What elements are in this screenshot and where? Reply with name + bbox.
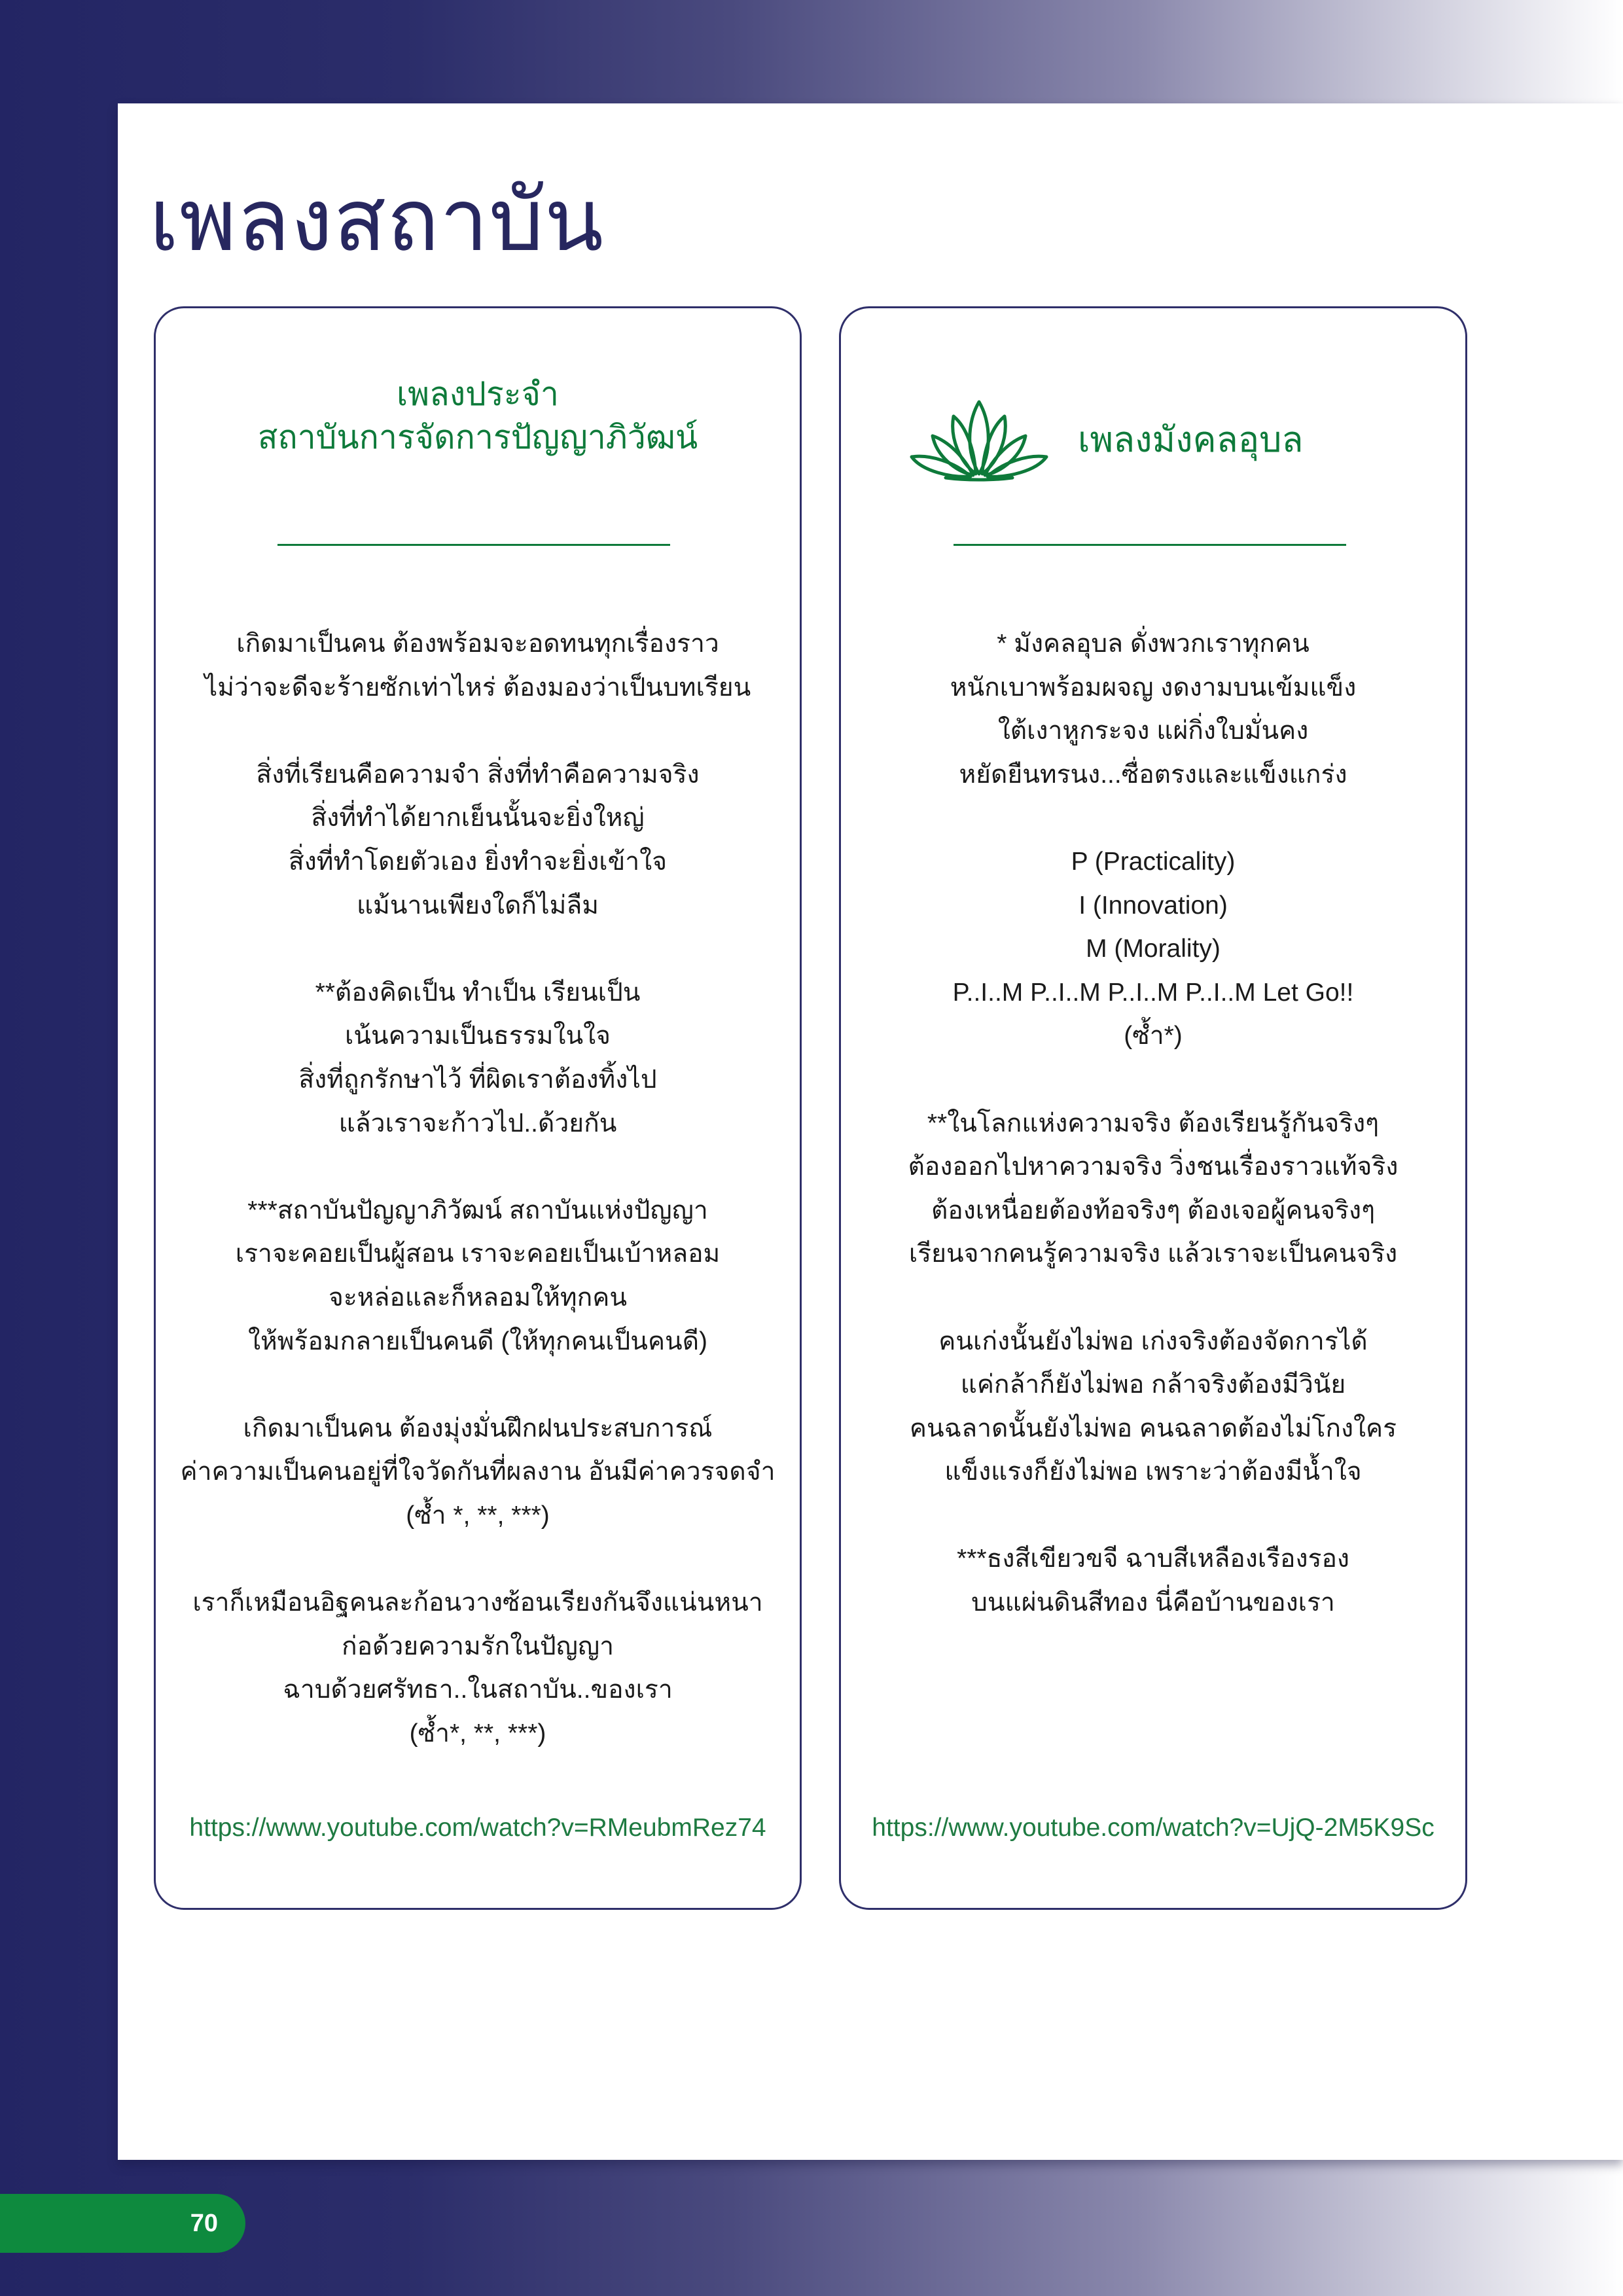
lyric-line: ***สถาบันปัญญาภิวัฒน์ สถาบันแห่งปัญญา [247, 1196, 708, 1225]
mangkhala-ubon-heading [906, 397, 1304, 482]
lyric-line [841, 797, 1465, 840]
lyric-line: แข็งแรงก็ยังไม่พอ เพราะว่าต้องมีน้ำใจ [944, 1458, 1362, 1486]
lyric-line: ฉาบด้วยศรัทธา..ในสถาบัน..ของเรา [283, 1676, 673, 1704]
lyric-line: ไม่ว่าจะดีจะร้ายซักเท่าไหร่ ต้องมองว่าเป็นบทเรียน [204, 673, 751, 702]
lyric-line: สิ่งที่ทำโดยตัวเอง ยิ่งทำจะยิ่งเข้าใจ [288, 847, 668, 876]
lyric-line: คนเก่งนั้นยังไม่พอ เก่งจริงต้องจัดการได้ [938, 1327, 1368, 1355]
lyric-line [156, 1363, 800, 1407]
lyric-line: แม้นานเพียงใดก็ไม่ลืม [357, 891, 599, 920]
youtube-link[interactable]: https://www.youtube.com/watch?v=UjQ-2M5K9Sc [872, 1814, 1435, 1842]
lyric-line: * มังคลอุบล ดั่งพวกเราทุกคน [997, 630, 1310, 658]
heading-line: เพลงประจำ [397, 376, 559, 412]
heading-line: สถาบันการจัดการปัญญาภิวัฒน์ [257, 419, 698, 456]
lyric-line: สิ่งที่ทำได้ยากเย็นนั้นจะยิ่งใหญ่ [311, 804, 645, 833]
lyric-line: P (Practicality) [1071, 847, 1236, 876]
page-number-tab [0, 2194, 245, 2253]
institute-song-heading [156, 372, 800, 459]
page-number: 70 [190, 2210, 218, 2237]
institute-song-lyrics [156, 622, 800, 1755]
lyric-line: **ต้องคิดเป็น ทำเป็น เรียนเป็น [315, 978, 641, 1007]
lyric-line: เกิดมาเป็นคน ต้องพร้อมจะอดทนทุกเรื่องราว [236, 630, 719, 658]
lyric-line: จะหล่อและก็หลอมให้ทุกคน [329, 1283, 627, 1312]
lyric-line: ใต้เงาหูกระจง แผ่กิ่งใบมั่นคง [997, 717, 1309, 745]
mangkhala-ubon-song-card [839, 306, 1467, 1910]
lyric-line: (ซ้ำ*, **, ***) [409, 1719, 546, 1748]
lyric-line [841, 1276, 1465, 1320]
lyric-line: ***ธงสีเขียวขจี ฉาบสีเหลืองเรืองรอง [957, 1545, 1349, 1573]
lyric-line [841, 1494, 1465, 1538]
lyric-line: เกิดมาเป็นคน ต้องมุ่งมั่นฝึกฝนประสบการณ์ [243, 1414, 713, 1443]
lyric-line: สิ่งที่ถูกรักษาไว้ ที่ผิดเราต้องทิ้งไป [298, 1065, 657, 1094]
lyric-line: P..I..M P..I..M P..I..M P..I..M Let Go!! [952, 978, 1354, 1007]
lyric-line [841, 1058, 1465, 1102]
heading-divider [277, 544, 670, 546]
lyric-line: เราจะคอยเป็นผู้สอน เราจะคอยเป็นเบ้าหลอม [235, 1240, 721, 1268]
lyric-line [156, 1145, 800, 1189]
lyric-line: แค่กล้าก็ยังไม่พอ กล้าจริงต้องมีวินัย [960, 1371, 1346, 1399]
lyric-line [156, 927, 800, 971]
lyric-line: หนักเบาพร้อมผจญ งดงามบนเข้มแข็ง [950, 673, 1357, 702]
lyric-line: บนแผ่นดินสีทอง นี่คือบ้านของเรา [971, 1588, 1335, 1617]
lotus-icon [906, 397, 1052, 482]
lyric-line: (ซ้ำ *, **, ***) [406, 1501, 550, 1530]
lyric-line: I (Innovation) [1079, 891, 1228, 920]
lyric-line: ให้พร้อมกลายเป็นคนดี (ให้ทุกคนเป็นคนดี) [247, 1327, 708, 1355]
lyric-line: ต้องเหนื่อยต้องท้อจริงๆ ต้องเจอผู้คนจริงๆ [931, 1196, 1376, 1225]
lyric-line: เน้นความเป็นธรรมในใจ [345, 1022, 611, 1050]
lyric-line: ต้องออกไปหาความจริง วิ่งชนเรื่องราวแท้จริง [908, 1153, 1399, 1181]
page-sheet [118, 103, 1623, 2160]
lyric-line [156, 709, 800, 753]
lyric-line: ค่าความเป็นคนอยู่ที่ใจวัดกันที่ผลงาน อันมีค่าควรจดจำ [180, 1458, 776, 1486]
lyric-line: (ซ้ำ*) [1124, 1022, 1183, 1050]
institute-song-card [154, 306, 802, 1910]
lyric-line: M (Morality) [1086, 935, 1221, 963]
lyric-line: คนฉลาดนั้นยังไม่พอ คนฉลาดต้องไม่โกงใคร [909, 1414, 1397, 1443]
lyric-line: สิ่งที่เรียนคือความจำ สิ่งที่ทำคือความจริง [256, 760, 700, 789]
lyric-line: **ในโลกแห่งความจริง ต้องเรียนรู้กันจริงๆ [927, 1109, 1380, 1138]
youtube-link[interactable]: https://www.youtube.com/watch?v=RMeubmRez74 [189, 1814, 766, 1842]
lyric-line: เราก็เหมือนอิฐคนละก้อนวางซ้อนเรียงกันจึงแน่นหนา [192, 1588, 763, 1617]
lyric-line [156, 1537, 800, 1581]
mangkhala-ubon-lyrics [841, 622, 1465, 1625]
page-title: เพลงสถาบัน [149, 172, 605, 268]
lyric-line: เรียนจากคนรู้ความจริง แล้วเราจะเป็นคนจริง [908, 1240, 1398, 1268]
mangkhala-ubon-title: เพลงมังคลอุบล [1078, 420, 1304, 459]
heading-divider [954, 544, 1346, 546]
lyric-line: หยัดยืนทรนง...ซื่อตรงและแข็งแกร่ง [959, 760, 1347, 789]
lyric-line: แล้วเราจะก้าวไป..ด้วยกัน [338, 1109, 617, 1138]
lyric-line: ก่อด้วยความรักในปัญญา [341, 1632, 615, 1660]
